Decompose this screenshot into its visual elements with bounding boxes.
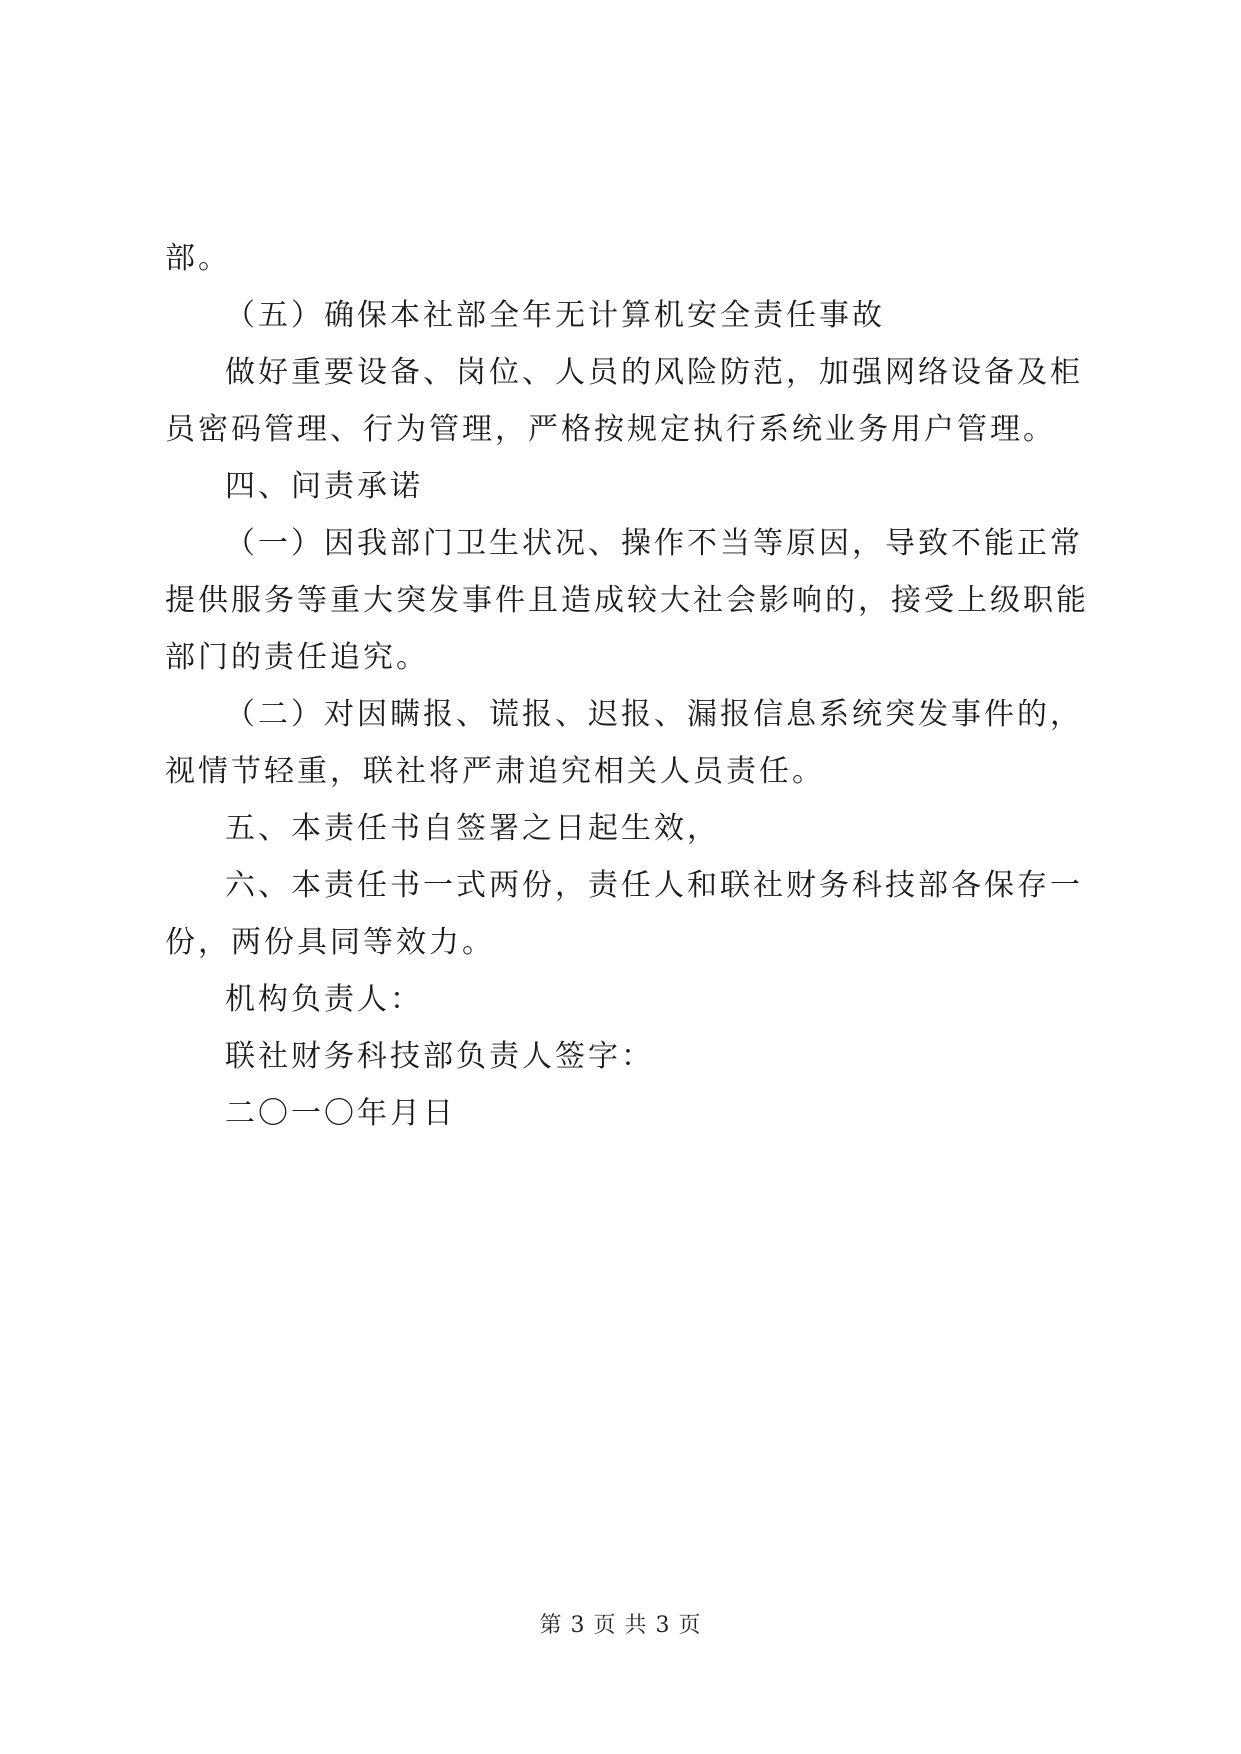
paragraph-copies: 六、本责任书一式两份，责任人和联社财务科技部各保存一份，两份具同等效力。 bbox=[165, 868, 1083, 960]
section-heading-5: （五）确保本社部全年无计算机安全责任事故 bbox=[225, 298, 885, 333]
signature-institution-head: 机构负责人： bbox=[225, 982, 423, 1017]
paragraph-continuation: 部。 bbox=[165, 241, 231, 276]
page-number-label: 第 3 页 共 3 页 bbox=[539, 1613, 702, 1638]
document-body bbox=[165, 230, 1090, 1142]
paragraph-risk-prevention: 做好重要设备、岗位、人员的风险防范，加强网络设备及柜员密码管理、行为管理，严格按规定执行系统业务用户管理。 bbox=[165, 355, 1083, 447]
page-footer bbox=[0, 1608, 1241, 1639]
paragraph-accountability-1: （一）因我部门卫生状况、操作不当等原因，导致不能正常提供服务等重大突发事件且造成较大社会影响的，接受上级职能部门的责任追究。 bbox=[165, 526, 1089, 675]
paragraph-effective-date: 五、本责任书自签署之日起生效， bbox=[225, 811, 720, 846]
signature-finance-tech-head: 联社财务科技部负责人签字： bbox=[225, 1039, 654, 1074]
paragraph-accountability-2: （二）对因瞒报、谎报、迟报、漏报信息系统突发事件的，视情节轻重，联社将严肃追究相关人员责任。 bbox=[165, 697, 1083, 789]
section-heading-accountability: 四、问责承诺 bbox=[225, 469, 423, 504]
signature-date: 二〇一〇年月日 bbox=[225, 1096, 456, 1131]
